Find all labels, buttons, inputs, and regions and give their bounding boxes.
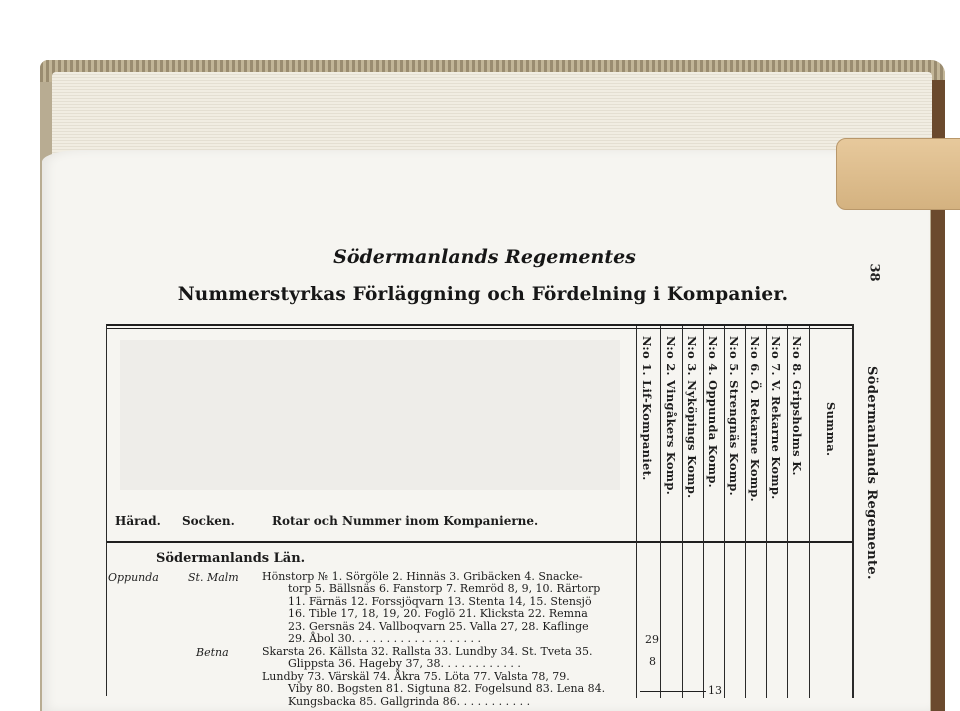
entry-line: Lundby 73. Värskäl 74. Åkra 75. Löta 77. Valsta 78, 79. <box>262 669 570 683</box>
column-header-1: N:o 1. Lif-Kompaniet. <box>640 336 654 481</box>
header-socken: Socken. <box>182 514 235 528</box>
table-left-rule <box>106 324 107 696</box>
bleed-through-shading <box>120 340 620 490</box>
entry-line: 23. Gersnäs 24. Vallboqvarn 25. Valla 27, 28. Kaflinge <box>288 619 589 633</box>
row-count: 8 <box>649 655 656 668</box>
entry-line: Kungsbacka 85. Gallgrinda 86. . . . . . . . . . . <box>288 694 531 708</box>
col-rule-1 <box>660 326 661 698</box>
row-socken: St. Malm <box>188 571 239 584</box>
table-right-rule <box>852 324 854 698</box>
entry-line: 11. Färnäs 12. Forssjöqvarn 13. Stenta 14, 15. Stensjö <box>288 594 592 608</box>
page-block-edges <box>52 72 932 162</box>
page-title-line1: Södermanlands Regementes <box>333 246 636 268</box>
col-rule-8 <box>809 326 810 698</box>
entry-line: Glippsta 36. Hageby 37, 38. . . . . . . . . . . . <box>288 657 521 671</box>
column-header-8: N:o 8. Gripsholms K. <box>790 336 804 476</box>
column-header-summa: Summa. <box>824 402 838 457</box>
row-harad: Oppunda <box>108 571 159 584</box>
col-rule-2 <box>682 326 683 698</box>
table-row-entries <box>262 646 634 708</box>
header-rotar: Rotar och Nummer inom Kompanierne. <box>272 514 539 528</box>
entry-line: Skarsta 26. Källsta 32. Rallsta 33. Lundby 34. St. Tveta 35. <box>262 645 593 658</box>
section-title: Södermanlands Län. <box>156 551 306 566</box>
subtotal-dash <box>640 691 706 692</box>
table-top-rule-thin <box>106 328 854 329</box>
wooden-bookmark[interactable] <box>836 138 960 210</box>
entry-line: 16. Tible 17, 18, 19, 20. Foglö 21. Klicksta 22. Remna <box>288 607 588 621</box>
entry-line: Hönstorp № 1. Sörgöle 2. Hinnäs 3. Gribäcken 4. Snacke- <box>262 570 583 583</box>
col-rule-3 <box>703 326 704 698</box>
col-rule-5 <box>745 326 746 698</box>
header-bottom-rule <box>106 541 854 543</box>
column-header-2: N:o 2. Vingåkers Komp. <box>664 336 678 496</box>
col-rule-4 <box>724 326 725 698</box>
col-rule-6 <box>766 326 767 698</box>
column-header-7: N:o 7. V. Rekarne Komp. <box>769 336 783 500</box>
col-rule-0 <box>636 326 637 698</box>
table-row-entries <box>262 571 634 645</box>
side-running-title: Södermanlands Regemente. <box>864 366 879 580</box>
table-top-rule <box>106 324 854 326</box>
page-number: 38 <box>866 263 882 282</box>
entry-line: 29. Åbol 30. . . . . . . . . . . . . . . . . . . <box>288 632 481 646</box>
entry-line: torp 5. Bällsnäs 6. Fanstorp 7. Remröd 8, 9, 10. Rärtorp <box>288 582 601 596</box>
header-harad: Härad. <box>115 514 161 528</box>
column-header-6: N:o 6. Ö. Rekarne Komp. <box>748 336 762 502</box>
entry-line: Viby 80. Bogsten 81. Sigtuna 82. Fogelsund 83. Lena 84. <box>288 682 606 696</box>
row-count: 29 <box>645 633 659 646</box>
row-socken: Betna <box>196 646 229 659</box>
page-title-line2: Nummerstyrkas Förläggning och Fördelning i Kompanier. <box>177 284 789 305</box>
column-header-4: N:o 4. Oppunda Komp. <box>706 336 720 488</box>
row-sum: 13 <box>708 684 722 697</box>
col-rule-7 <box>787 326 788 698</box>
column-header-5: N:o 5. Strengnäs Komp. <box>727 336 741 496</box>
column-header-3: N:o 3. Nyköpings Komp. <box>685 336 699 499</box>
